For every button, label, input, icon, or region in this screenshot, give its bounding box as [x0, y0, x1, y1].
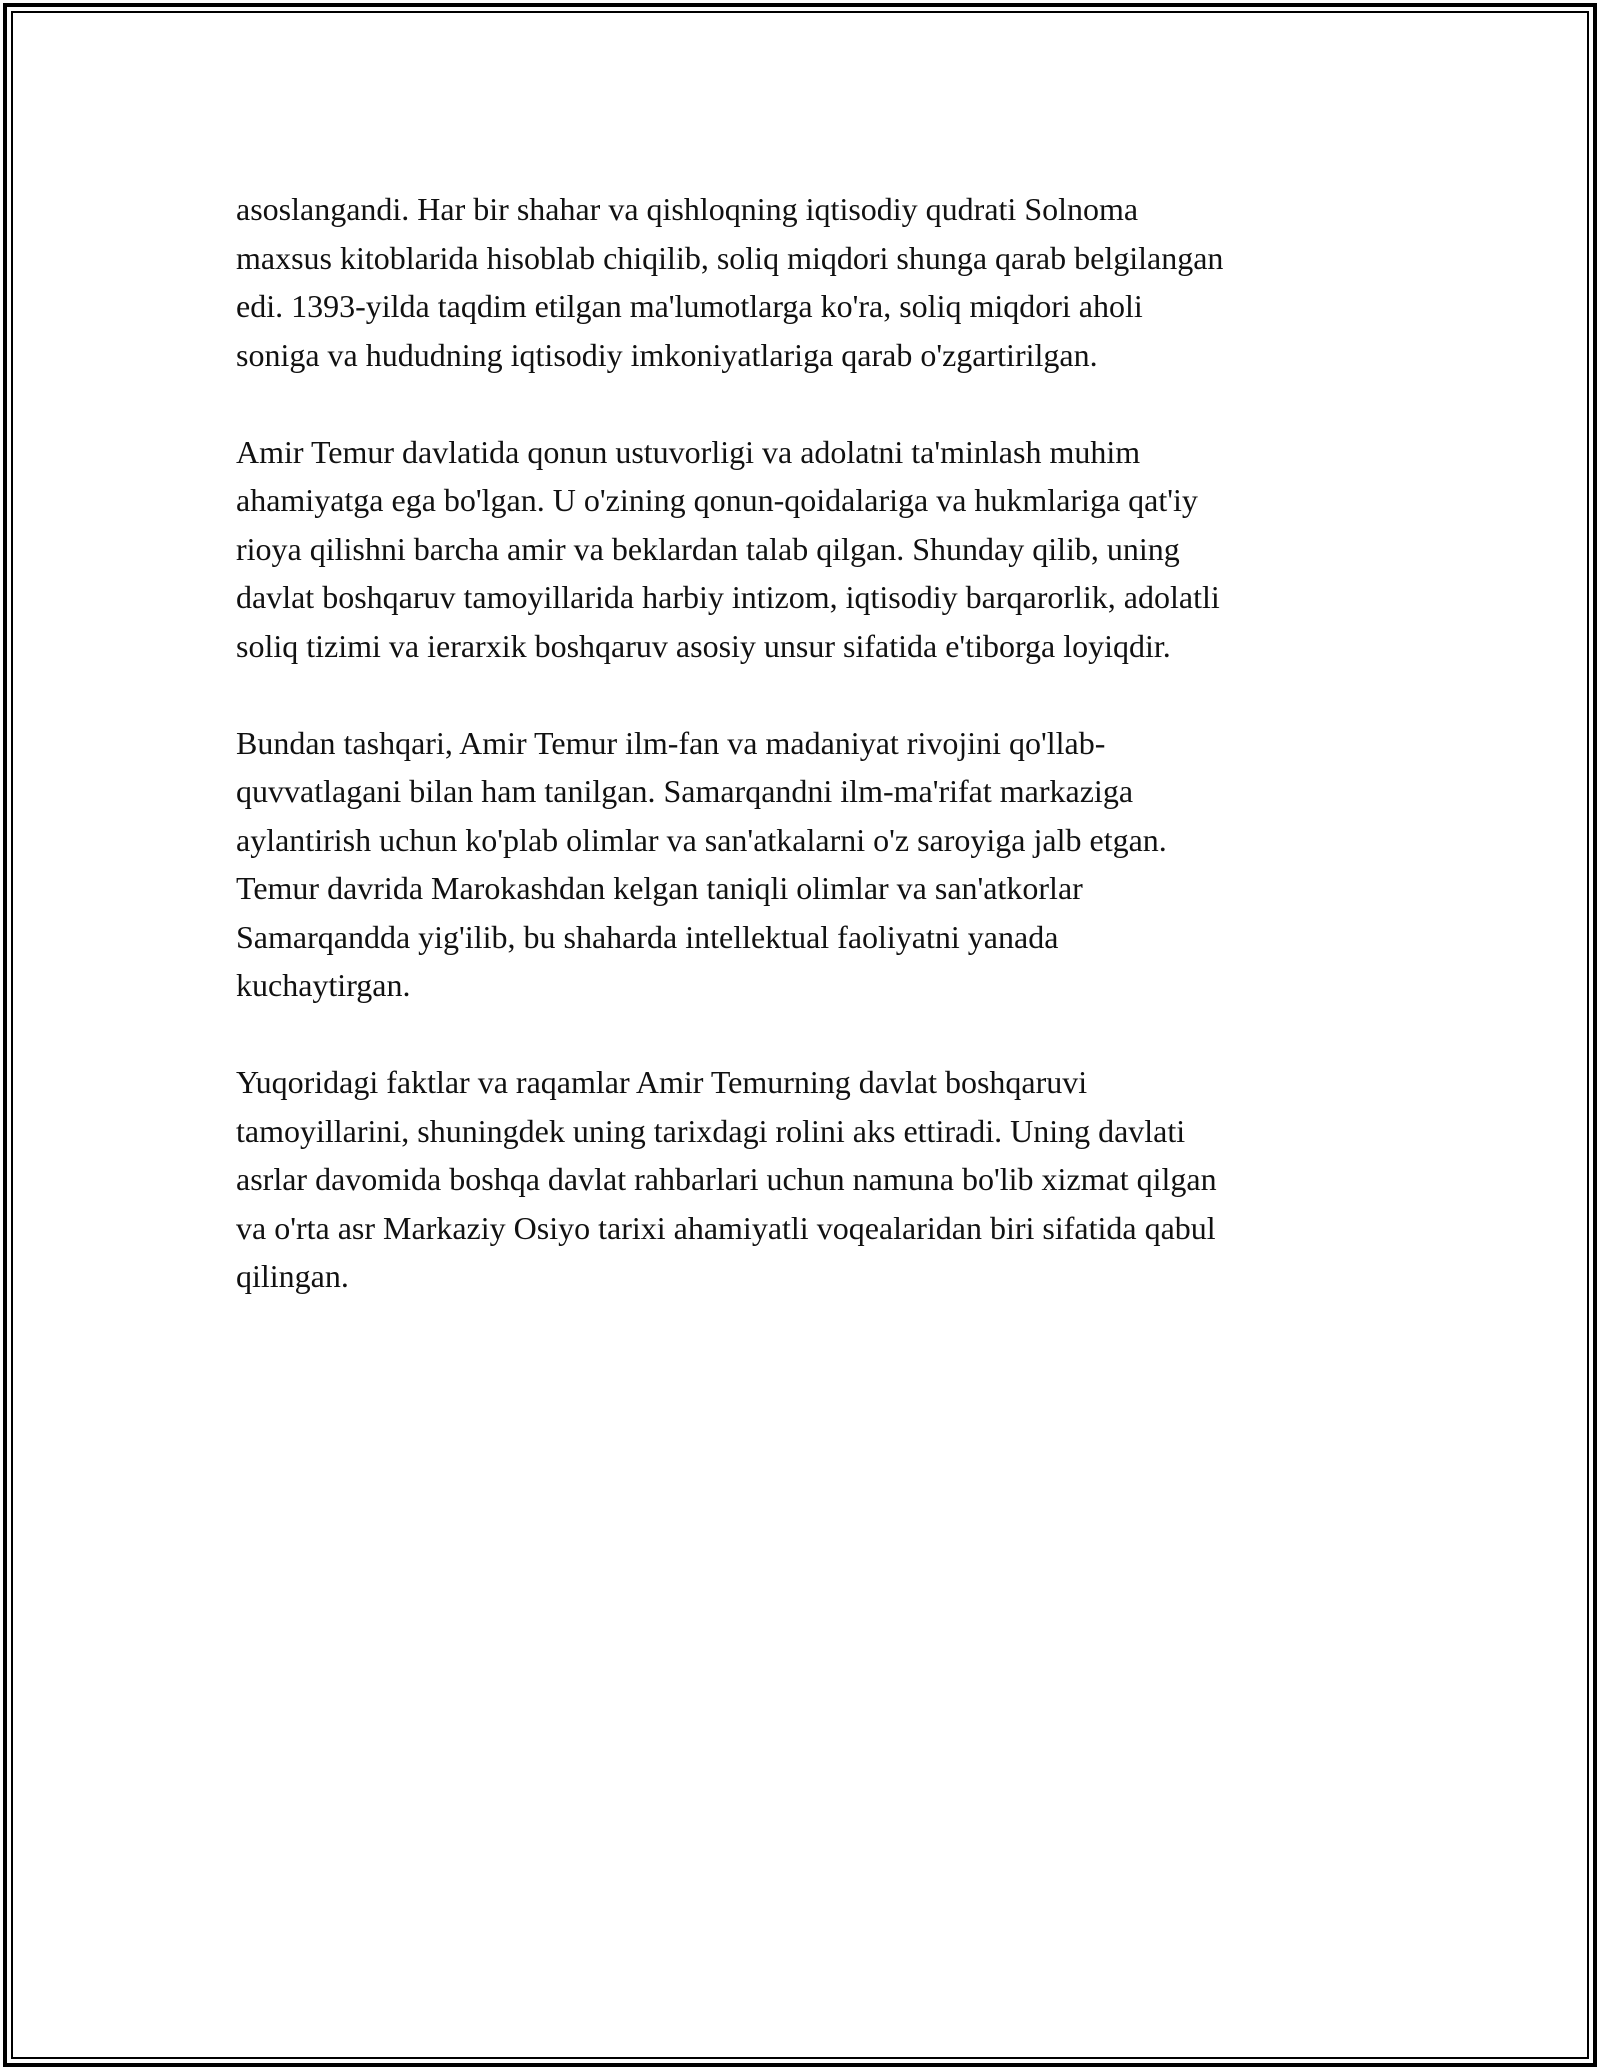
text-line: Samarqandda yig'ilib, bu shaharda intellektual faoliyatni yanada [236, 918, 1059, 955]
text-line: quvvatlagani bilan ham tanilgan. Samarqandni ilm-ma'rifat markaziga [236, 773, 1134, 809]
document-body [236, 185, 1386, 1349]
text-line: ahamiyatga ega bo'lgan. U o'zining qonun-qoidalariga va hukmlariga qat'iy [236, 482, 1198, 518]
text-line: kuchaytirgan. [236, 967, 411, 1003]
text-line: asoslangandi. Har bir shahar va qishloqning iqtisodiy qudrati Solnoma [236, 191, 1139, 227]
paragraph-2 [236, 428, 1386, 671]
text-line: Yuqoridagi faktlar va raqamlar Amir Temurning davlat boshqaruvi [236, 1064, 1088, 1100]
text-line: davlat boshqaruv tamoyillarida harbiy intizom, iqtisodiy barqarorlik, adolatli [236, 579, 1220, 615]
text-line: maxsus kitoblarida hisoblab chiqilib, soliq miqdori shunga qarab belgilangan [236, 239, 1224, 276]
text-line: va o'rta asr Markaziy Osiyo tarixi ahamiyatli voqealaridan biri sifatida qabul [236, 1209, 1216, 1246]
text-line: Temur davrida Marokashdan kelgan taniqli olimlar va san'atkorlar [236, 870, 1083, 906]
paragraph-3 [236, 719, 1386, 1010]
paragraph-4 [236, 1058, 1386, 1301]
text-line: tamoyillarini, shuningdek uning tarixdagi rolini aks ettiradi. Uning davlati [236, 1112, 1186, 1149]
text-line: soliq tizimi va ierarxik boshqaruv asosiy unsur sifatida e'tiborga loyiqdir. [236, 627, 1171, 664]
paragraph-1 [236, 185, 1386, 379]
text-line: asrlar davomida boshqa davlat rahbarlari uchun namuna bo'lib xizmat qilgan [236, 1161, 1217, 1197]
text-line: Amir Temur davlatida qonun ustuvorligi va adolatni ta'minlash muhim [236, 433, 1141, 470]
text-line: edi. 1393-yilda taqdim etilgan ma'lumotlarga ko'ra, soliq miqdori aholi [236, 288, 1143, 324]
text-line: Bundan tashqari, Amir Temur ilm-fan va madaniyat rivojini qo'llab- [236, 724, 1106, 761]
text-line: soniga va hududning iqtisodiy imkoniyatlariga qarab o'zgartirilgan. [236, 336, 1098, 373]
text-line: rioya qilishni barcha amir va beklardan talab qilgan. Shunday qilib, uning [236, 530, 1180, 567]
text-line: qilingan. [236, 1258, 349, 1294]
text-line: aylantirish uchun ko'plab olimlar va san'atkalarni o'z saroyiga jalb etgan. [236, 821, 1167, 858]
